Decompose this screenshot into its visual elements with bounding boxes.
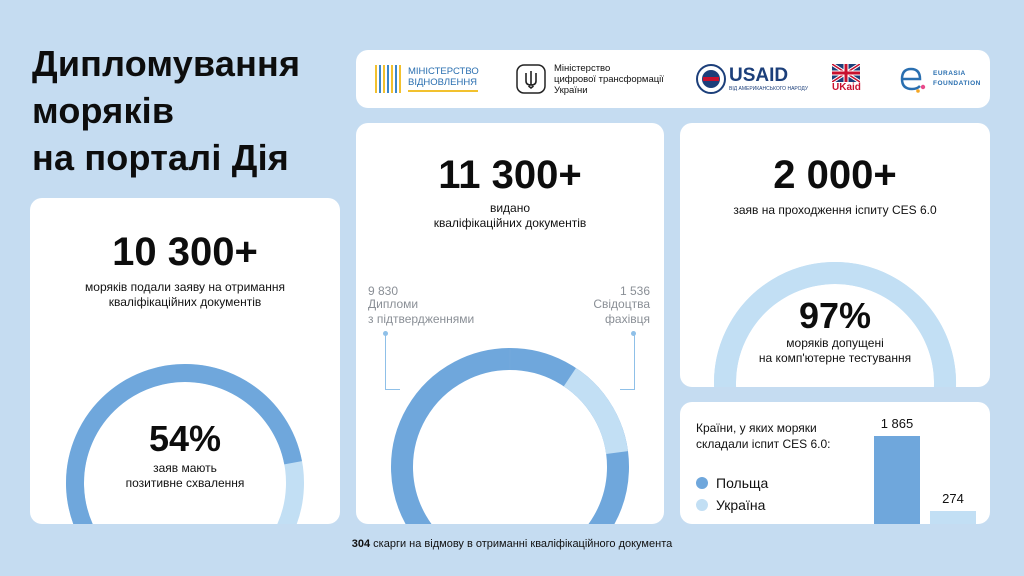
countries-heading-line2: складали іспит CES 6.0:: [696, 437, 831, 451]
ring-certificates-segment: [570, 377, 617, 452]
applications-number: 10 300+: [112, 230, 258, 274]
countries-legend: [696, 472, 768, 516]
approval-text: [30, 461, 340, 491]
legend-item-ukraine: [696, 494, 768, 516]
issued-number: 11 300+: [438, 153, 582, 197]
applications-text-line1: моряків подали заяву на отримання: [85, 280, 285, 294]
uk-flag-icon: [832, 64, 860, 82]
usaid-tagline: ВІД АМЕРИКАНСЬКОГО НАРОДУ: [729, 86, 809, 92]
diplomas-value: 9 830: [368, 284, 399, 298]
ministry-digital-line1: Міністерство: [554, 62, 611, 74]
bar-value-ukraine: 274: [942, 491, 964, 507]
diplomas-label-line1: Дипломи: [368, 297, 419, 311]
ministry-digital-logo: [516, 50, 664, 108]
ministry-recovery-line2: ВІДНОВЛЕННЯ: [408, 77, 478, 88]
ministry-digital-line3: України: [554, 84, 588, 96]
issued-ring-chart: [356, 123, 664, 524]
exam-card: [680, 123, 990, 387]
complaints-text: скарги на відмову в отриманні кваліфікаційного документа: [370, 538, 673, 550]
issued-text-line1: видано: [489, 201, 531, 215]
countries-heading: [696, 420, 831, 452]
exam-text: заяв на проходження іспиту CES 6.0: [733, 203, 937, 217]
applications-text-line2: кваліфікаційних документів: [108, 295, 262, 309]
trident-icon: [516, 64, 546, 94]
legend-item-poland: [696, 472, 768, 494]
approval-text-line1: заяв мають: [153, 461, 217, 475]
ministry-digital-line2: цифрової трансформації: [554, 73, 664, 85]
page-title: [32, 40, 300, 181]
title-line-2: моряків: [32, 90, 175, 131]
admitted-text: [680, 336, 990, 366]
ukaid-logo: [832, 50, 861, 108]
countries-card: [680, 402, 990, 524]
ukaid-name: UKaid: [832, 82, 861, 93]
legend-label-poland: Польща: [716, 475, 769, 491]
title-line-1: Дипломування: [32, 43, 301, 84]
certificates-value: 1 536: [619, 284, 650, 298]
partner-logos-bar: [356, 50, 990, 108]
complaints-count: 304: [351, 538, 371, 550]
approval-percent: 54%: [148, 418, 222, 459]
certificates-label-line2: фахівця: [605, 312, 650, 326]
legend-dot-poland: [696, 477, 708, 489]
ministry-recovery-logo: [374, 50, 479, 108]
exam-number: 2 000+: [773, 153, 897, 197]
bar-poland: [874, 436, 920, 524]
issued-documents-card: [356, 123, 664, 524]
complaints-footnote: [0, 538, 1024, 550]
issued-text-line2: кваліфікаційних документів: [433, 216, 587, 230]
eurasia-e-icon: [896, 63, 928, 95]
legend-dot-ukraine: [696, 499, 708, 511]
approval-text-line2: позитивне схвалення: [125, 476, 245, 490]
title-line-3: на порталі Дія: [32, 137, 289, 178]
diplomas-label-line2: з підтвердженнями: [368, 312, 475, 326]
applications-card: [30, 198, 340, 524]
legend-label-ukraine: Україна: [716, 497, 766, 513]
bar-value-poland: 1 865: [880, 416, 914, 431]
certificates-label-line1: Свідоцтва: [593, 297, 650, 311]
ministry-recovery-underline: [408, 90, 478, 92]
admitted-text-line2: на комп'ютерне тестування: [758, 351, 912, 365]
admitted-percent: 97%: [798, 295, 872, 336]
usaid-seal-icon: [696, 64, 726, 94]
eurasia-foundation-logo: [896, 50, 981, 108]
usaid-logo: [696, 50, 808, 108]
ministry-recovery-line1: МІНІСТЕРСТВО: [408, 66, 479, 77]
countries-heading-line1: Країни, у яких моряки: [696, 421, 817, 435]
ministry-recovery-icon: [374, 63, 404, 95]
admitted-text-line1: моряків допущені: [786, 336, 884, 350]
bar-ukraine: [930, 511, 976, 524]
usaid-name: USAID: [729, 65, 789, 86]
eurasia-line1: EURASIA: [933, 70, 966, 77]
eurasia-line2: FOUNDATION: [933, 80, 981, 87]
